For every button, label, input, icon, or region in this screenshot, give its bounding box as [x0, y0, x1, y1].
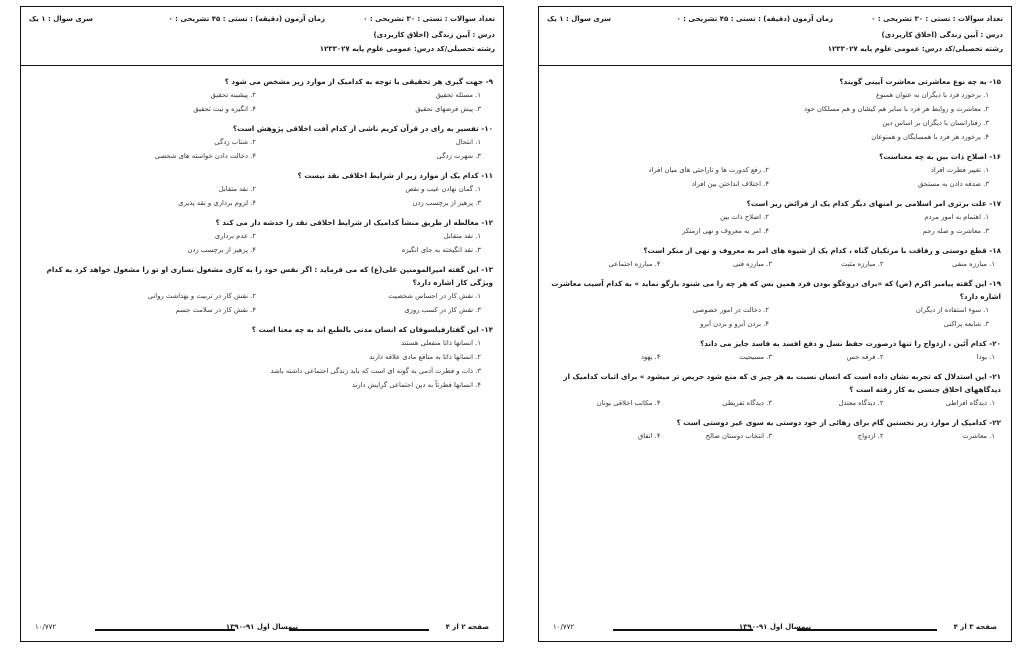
exam-header	[539, 7, 1011, 66]
options-group	[549, 163, 1001, 191]
question-text: ۹- جهت گیری هر تحقیقی با توجه به کدامیک از موارد زیر مشخص می شود ؟	[224, 77, 493, 86]
answer-option[interactable]: ۴. انگیزه و نیت تحقیق	[193, 105, 256, 113]
answer-option[interactable]: ۴. دخالت دادن خواسته های شخصی	[154, 152, 256, 160]
answer-option[interactable]: ۱. دیدگاه افراطی	[945, 399, 995, 407]
question-item	[549, 150, 1001, 191]
exam-header	[21, 7, 503, 66]
options-group	[549, 396, 1001, 410]
options-group	[549, 429, 1001, 443]
options-group	[31, 336, 493, 392]
answer-option[interactable]: ۱. نقش کار در احساس شخصیت	[388, 292, 481, 300]
question-item	[549, 416, 1001, 443]
answer-option[interactable]: ۳. نقش کار در کسب روزی	[404, 306, 481, 314]
options-group	[549, 350, 1001, 364]
question-text: ۲۱- این استدلال که تجربه نشان داده است که انسان نسبت به هر چیز ی که منع شود حریص تر میشود » برای اثبات کدامیک از دیدگاههای اخلاق جنسی به کار رفته است ؟	[563, 372, 1001, 394]
question-item	[31, 263, 493, 317]
answer-option[interactable]: ۱. سوء استفاده از دیگران	[915, 306, 989, 314]
series: سری سوال : ۱ یک	[547, 15, 612, 23]
term-label: نیمسال اول ۹۱-۱۳۹۰	[738, 623, 812, 631]
question-item	[549, 277, 1001, 331]
answer-option[interactable]: ۱. برخورد فرد با دیگران به عنوان همنوع	[875, 91, 989, 99]
answer-option[interactable]: ۲. عدم برداری	[214, 232, 256, 240]
answer-option[interactable]: ۲. انسانها ذاتا به منافع مادی علاقه دارند	[369, 353, 481, 361]
page-footer	[35, 623, 489, 635]
options-group	[31, 289, 493, 317]
answer-option[interactable]: ۳. مسیحیت	[739, 353, 772, 361]
options-group	[31, 182, 493, 210]
answer-option[interactable]: ۲. مبارزه مثبت	[841, 260, 884, 268]
answer-option[interactable]: ۱. نقد متقابل	[443, 232, 481, 240]
answer-option[interactable]: ۱. گمان نهادن عیب و نقص	[405, 185, 481, 193]
answer-option[interactable]: ۴. یهود	[640, 353, 661, 361]
options-group	[31, 88, 493, 116]
answer-option[interactable]: ۴. مکاتب اخلاقی یونان	[596, 399, 661, 407]
answer-option[interactable]: ۱. انتحال	[455, 138, 481, 146]
question-text: ۱۰- تفسیر به رای در قرآن کریم ناشی از کدام آفت اخلاقی پژوهش است؟	[232, 124, 493, 133]
answer-option[interactable]: ۲. ازدواج	[857, 432, 884, 440]
answer-option[interactable]: ۴. نقش کار در سلامت جسم	[175, 306, 256, 314]
answer-option[interactable]: ۴. پرهیز از برچسب زدن	[187, 246, 256, 254]
question-item	[31, 122, 493, 163]
exam-time: زمان آزمون (دقیقه) : تستی : ۴۵ تشریحی : ۰	[676, 15, 833, 23]
answer-option[interactable]: ۲. نقد متقابل	[218, 185, 256, 193]
question-text: ۱۸- قطع دوستی و رفاقت با مرتکبان گناه ، کدام یک از شیوه های امر به معروف و نهی از منکر است؟	[643, 246, 1001, 255]
options-group	[549, 88, 1001, 144]
question-item	[31, 75, 493, 116]
answer-option[interactable]: ۲. معاشرت و روابط هر فرد با سایر هم کیشان و هم مسلکان خود	[804, 105, 989, 113]
course-name: درس : آیین زندگی (اخلاق کاربردی)	[881, 31, 1003, 39]
answer-option[interactable]: ۴. اختلاف انداختن بین افراد	[691, 180, 769, 188]
question-item	[549, 197, 1001, 238]
answer-option[interactable]: ۱. تغییر فطرت افراد	[930, 166, 989, 174]
options-group	[549, 257, 1001, 271]
answer-option[interactable]: ۲. پیشینه تحقیق	[210, 91, 256, 99]
term-label: نیمسال اول ۹۱-۱۳۹۰	[225, 623, 299, 631]
question-item	[549, 337, 1001, 364]
answer-option[interactable]: ۴. مبارزه اجتماعی	[608, 260, 661, 268]
answer-option[interactable]: ۱. اهتمام به امور مردم	[924, 213, 989, 221]
answer-option[interactable]: ۳. رفتارانسان با دیگران بر اساس دین	[882, 119, 989, 127]
answer-option[interactable]: ۲. شتاب زدگی	[214, 138, 256, 146]
answer-option[interactable]: ۱. بودا	[976, 353, 995, 361]
answer-option[interactable]: ۲. دیدگاه معتدل	[838, 399, 884, 407]
course-name: درس : آیین زندگی (اخلاق کاربردی)	[373, 31, 495, 39]
exam-page-3	[538, 6, 1012, 642]
question-item	[31, 216, 493, 257]
answer-option[interactable]: ۱. مسئله تحقیق	[435, 91, 481, 99]
answer-option[interactable]: ۲. فرقه حس	[846, 353, 884, 361]
page-number: صفحه ۲ از ۴	[445, 623, 489, 631]
exam-page-2	[20, 6, 504, 642]
question-item	[549, 370, 1001, 410]
answer-option[interactable]: ۲. رفع کدورت ها و ناراحتی های میان افراد	[648, 166, 769, 174]
answer-option[interactable]: ۳. مبارزه فنی	[733, 260, 772, 268]
question-text: ۱۱- کدام یک از موارد زیر از شرایط اخلاقی نقد نیست ؟	[297, 171, 493, 180]
exam-time: زمان آزمون (دقیقه) : تستی : ۴۵ تشریحی : ۰	[168, 15, 325, 23]
answer-option[interactable]: ۳. نقد انگیخته به جای انگیزه	[401, 246, 481, 254]
answer-option[interactable]: ۴. انفاق	[637, 432, 661, 440]
questions-list	[549, 75, 1001, 449]
answer-option[interactable]: ۱. مبارزه منفی	[952, 260, 995, 268]
field-code: رشته تحصیلی/کد درس: عمومی علوم پایه ۱۲۳۳۰۲۷	[827, 45, 1003, 53]
questions-list	[31, 75, 493, 398]
question-text: ۱۴- این گفتارفیلسوفان که انسان مدنی بالطبع اند به چه معنا است ؟	[251, 325, 493, 334]
exam-code: ۱۰/۷۷۲	[35, 623, 57, 631]
answer-option[interactable]: ۴. بردن آبرو و بردن آبرو	[700, 320, 769, 328]
question-text: ۲۰- کدام آئین ، ازدواج را تنها درصورت حفظ نسل و دفع افسد به فاسد جایز می داند؟	[700, 339, 1001, 348]
answer-option[interactable]: ۳. پرهیز از برچسب زدن	[412, 199, 481, 207]
question-item	[31, 323, 493, 392]
options-group	[549, 210, 1001, 238]
options-group	[31, 229, 493, 257]
exam-code: ۱۰/۷۷۲	[553, 623, 575, 631]
options-group	[549, 303, 1001, 331]
question-item	[549, 75, 1001, 144]
answer-option[interactable]: ۴. برخورد هر فرد با همسایگان و همنوعان	[871, 133, 989, 141]
answer-option[interactable]: ۳. معاشرت و صله رحم	[922, 227, 989, 235]
answer-option[interactable]: ۱. معاشرت	[962, 432, 995, 440]
answer-option[interactable]: ۴. لزوم برداری و نقد پذیری	[178, 199, 256, 207]
answer-option[interactable]: ۳. دیدگاه تفریطی	[722, 399, 772, 407]
page-footer	[553, 623, 997, 635]
answer-option[interactable]: ۳. انتخاب دوستان صالح	[705, 432, 772, 440]
question-item	[549, 244, 1001, 271]
answer-option[interactable]: ۱. انسانها ذاتا منفعلی هستند	[401, 339, 481, 347]
answer-option[interactable]: ۴. امر به معروف و نهی ازمنکر	[682, 227, 769, 235]
answer-option[interactable]: ۲. نقش کار در تربیت و بهداشت روانی	[147, 292, 256, 300]
question-text: ۱۵- به چه نوع معاشرتی معاشرت آیینی گویند؟	[839, 77, 1001, 86]
question-text: ۱۲- مغالطه از طریق منشأ کدامیک از شرایط اخلاقی نقد را خدشه دار می کند ؟	[215, 218, 493, 227]
answer-option[interactable]: ۲. دخالت در امور خصوصی	[692, 306, 769, 314]
answer-option[interactable]: ۲. اصلاح ذات بین	[720, 213, 769, 221]
field-code: رشته تحصیلی/کد درس: عمومی علوم پایه ۱۲۳۳۰۲۷	[319, 45, 495, 53]
answer-option[interactable]: ۴. انسانها فطرتاً به دین اجتماعی گرایش دارند	[351, 381, 481, 389]
question-text: ۱۷- علت برتری امر اسلامی بر امنهای دیگر کدام یک از فرائض زیر است؟	[746, 199, 1001, 208]
question-item	[31, 169, 493, 210]
answer-option[interactable]: ۳. صدقه دادن به مستحق	[918, 180, 989, 188]
answer-option[interactable]: ۳. پیش فرضهای تحقیق	[415, 105, 481, 113]
question-count: تعداد سوالات : تستی : ۳۰ تشریحی : ۰	[363, 15, 495, 23]
series: سری سوال : ۱ یک	[29, 15, 94, 23]
options-group	[31, 135, 493, 163]
page-number: صفحه ۳ از ۴	[953, 623, 997, 631]
answer-option[interactable]: ۳. ذات و فطرت آدمی به گونه ای است که باید زندگی اجتماعی داشته باشد	[270, 367, 481, 375]
question-count: تعداد سوالات : تستی : ۳۰ تشریحی : ۰	[871, 15, 1003, 23]
question-text: ۲۲- کدامیک از موارد زیر نخستین گام برای رهائی از خود دوستی به سوی غیر دوستی است ؟	[676, 418, 1001, 427]
question-text: ۱۹- این گفته پیامبر اکرم (ص) که «برای دروغگو بودن فرد همین بس که هر چه را می شنود بازگو نماید » به کدام آسیب معاشرت اشاره دارد؟	[551, 279, 1001, 301]
question-text: ۱۶- اصلاح ذات بین به چه معناست؟	[879, 152, 1001, 161]
answer-option[interactable]: ۳. شهرت زدگی	[436, 152, 481, 160]
answer-option[interactable]: ۳. شایعه پراکنی	[943, 320, 989, 328]
question-text: ۱۳- این گفته امیرالمومنین علی(ع) که می فرماید : اگر نفس خود را به کاری مشغول نسازی او تو را مشغول خواهد کرد به کدام ویژگی کار اشاره دارد؟	[46, 265, 493, 287]
